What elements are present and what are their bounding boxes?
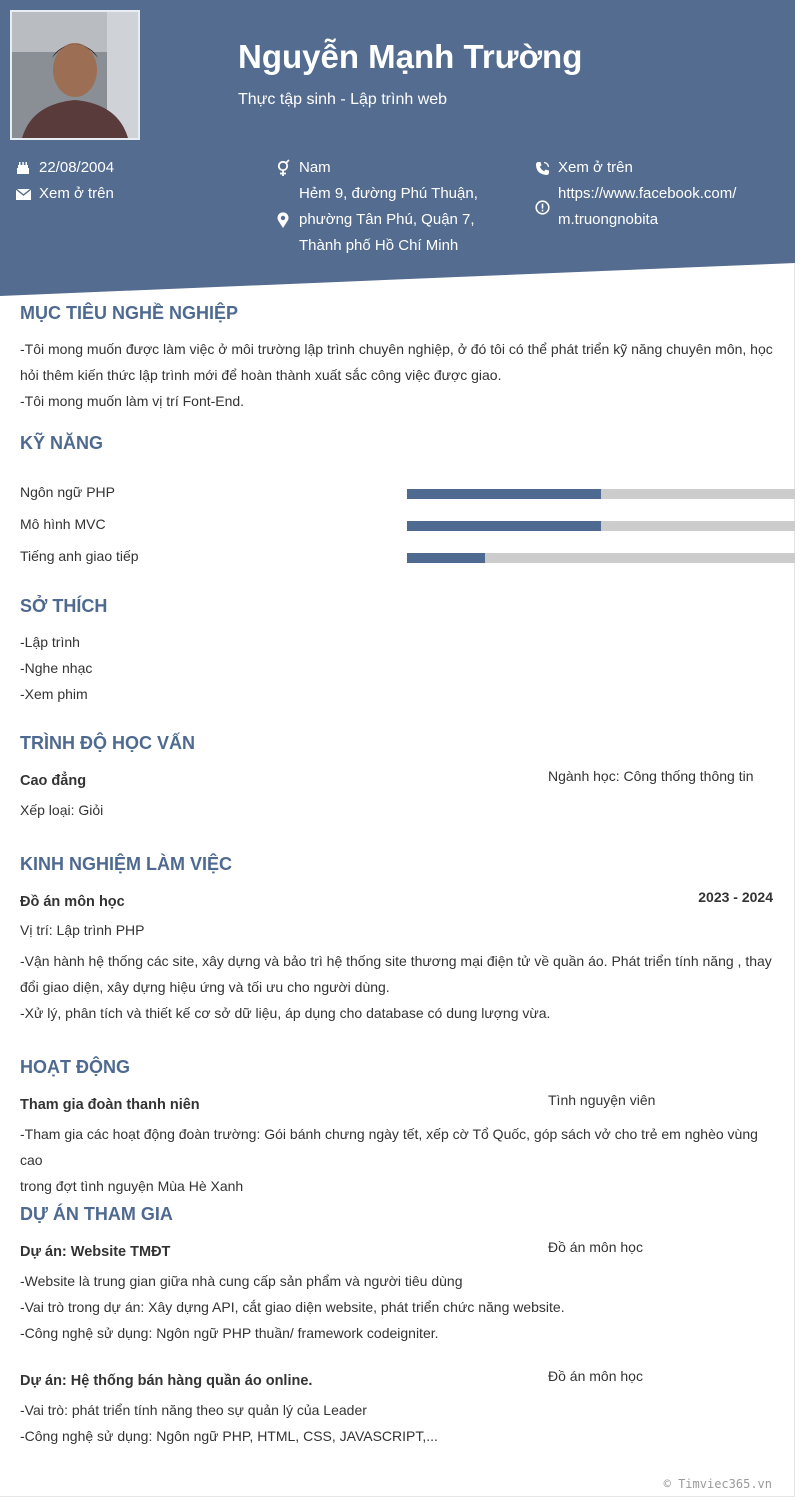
skill-label: Tiếng anh giao tiếp (20, 548, 139, 564)
project-line: -Công nghệ sử dụng: Ngôn ngữ PHP, HTML, CSS, JAVASCRIPT,... (20, 1428, 438, 1444)
activity-line: trong đợt tình nguyện Mùa Hè Xanh (20, 1178, 244, 1194)
experience-name: Đồ án môn học (20, 894, 125, 910)
education-grade: Xếp loại: Giỏi (20, 802, 104, 818)
phone-icon (533, 155, 551, 181)
website-link[interactable] (558, 181, 736, 233)
experience-period: 2023 - 2024 (698, 889, 773, 905)
address-line: phường Tân Phú, Quận 7, (299, 211, 475, 228)
activities-title: HOẠT ĐỘNG (20, 1057, 130, 1077)
address-line: Hẻm 9, đường Phú Thuận, (299, 185, 478, 202)
skill-row (20, 484, 795, 504)
skill-bar (407, 553, 795, 563)
avatar (10, 10, 140, 140)
skill-row (20, 516, 795, 536)
address-row (274, 181, 478, 259)
contact-column-1 (14, 155, 114, 207)
experience-line: -Xử lý, phân tích và thiết kế cơ sở dữ liệu, áp dụng cho database có dung lượng vừa. (20, 1005, 551, 1021)
contact-column-3 (533, 155, 736, 233)
footer-watermark: © Timviec365.vn (663, 1477, 772, 1491)
activity-line: -Tham gia các hoạt động đoàn trường: Gói bánh chưng ngày tết, xếp cờ Tổ Quốc, góp sách vở cho trẻ em nghèo vùng cao (20, 1126, 758, 1168)
birthday-value: 22/08/2004 (39, 159, 115, 176)
skills-title: KỸ NĂNG (20, 433, 104, 453)
hobbies-title: SỞ THÍCH (20, 596, 108, 616)
experience-line: đổi giao diện, xây dựng hiệu ứng và tối ưu cho người dùng. (20, 979, 390, 995)
website-row (533, 181, 736, 233)
skill-label: Mô hình MVC (20, 516, 106, 532)
project-description (20, 1268, 780, 1346)
envelope-icon (14, 181, 32, 207)
map-pin-icon (274, 181, 292, 259)
email-value: Xem ở trên (39, 185, 114, 202)
phone-row (533, 155, 736, 181)
cake-icon (14, 155, 32, 181)
gender-icon (274, 155, 292, 181)
project-line: -Vai trò trong dự án: Xây dựng API, cắt giao diện website, phát triển chức năng website. (20, 1299, 565, 1315)
objective-title: MỤC TIÊU NGHỀ NGHIỆP (20, 303, 239, 323)
phone-value: Xem ở trên (558, 159, 633, 176)
skill-bar-fill (407, 521, 601, 531)
info-circle-icon (533, 181, 551, 233)
skill-bar (407, 489, 795, 499)
experience-position: Vị trí: Lập trình PHP (20, 922, 145, 938)
education-school: Cao đẳng (20, 773, 87, 789)
objective-line: -Tôi mong muốn làm vị trí Font-End. (20, 393, 245, 409)
skill-bar-fill (407, 489, 601, 499)
experience-description (20, 948, 780, 1026)
project-description (20, 1397, 780, 1449)
avatar-photo (12, 12, 138, 138)
hobbies-list (20, 629, 780, 707)
gender-value: Nam (299, 159, 331, 176)
experience-title: KINH NGHIỆM LÀM VIỆC (20, 854, 233, 874)
website-line: m.truongnobita (558, 211, 659, 228)
project-line: -Công nghệ sử dụng: Ngôn ngữ PHP thuần/ framework codeigniter. (20, 1325, 439, 1341)
activity-role: Tình nguyện viên (548, 1092, 656, 1108)
email-row (14, 181, 114, 207)
hobby-item: -Xem phim (20, 686, 88, 702)
cv-header (0, 0, 795, 296)
objective-line: -Tôi mong muốn được làm việc ở môi trường lập trình chuyên nghiệp, ở đó tôi có thể phát triển kỹ năng chuyên môn, học (20, 341, 773, 357)
hobby-item: -Nghe nhạc (20, 660, 93, 676)
project-line: -Vai trò: phát triển tính năng theo sự quản lý của Leader (20, 1402, 367, 1418)
hobby-item: -Lập trình (20, 634, 80, 650)
project-name: Dự án: Hệ thống bán hàng quần áo online. (20, 1373, 313, 1389)
gender-row (274, 155, 478, 181)
skill-label: Ngôn ngữ PHP (20, 484, 115, 500)
project-type: Đồ án môn học (548, 1368, 643, 1384)
birthday-row (14, 155, 114, 181)
project-type: Đồ án môn học (548, 1239, 643, 1255)
address-line: Thành phố Hồ Chí Minh (299, 237, 459, 254)
contact-column-2 (274, 155, 478, 259)
objective-line: hỏi thêm kiến thức lập trình mới để hoàn thành xuất sắc công việc được giao. (20, 367, 502, 383)
projects-title: DỰ ÁN THAM GIA (20, 1204, 173, 1224)
objective-text (20, 336, 780, 414)
education-major: Ngành học: Công thống thông tin (548, 768, 754, 784)
website-line: https://www.facebook.com/ (558, 185, 737, 202)
activity-description (20, 1121, 780, 1199)
project-name: Dự án: Website TMĐT (20, 1244, 171, 1260)
skill-bar-fill (407, 553, 485, 563)
address-value (299, 181, 478, 259)
candidate-name: Nguyễn Mạnh Trường (238, 38, 583, 75)
skill-row (20, 548, 795, 568)
activity-name: Tham gia đoàn thanh niên (20, 1097, 200, 1113)
candidate-title: Thực tập sinh - Lập trình web (238, 91, 448, 108)
education-title: TRÌNH ĐỘ HỌC VẤN (20, 733, 195, 753)
experience-line: -Vận hành hệ thống các site, xây dựng và bảo trì hệ thống site thương mại điện tử về quần áo. Phát triển tính năng , thay (20, 953, 772, 969)
skill-bar (407, 521, 795, 531)
project-line: -Website là trung gian giữa nhà cung cấp sản phẩm và người tiêu dùng (20, 1273, 463, 1289)
